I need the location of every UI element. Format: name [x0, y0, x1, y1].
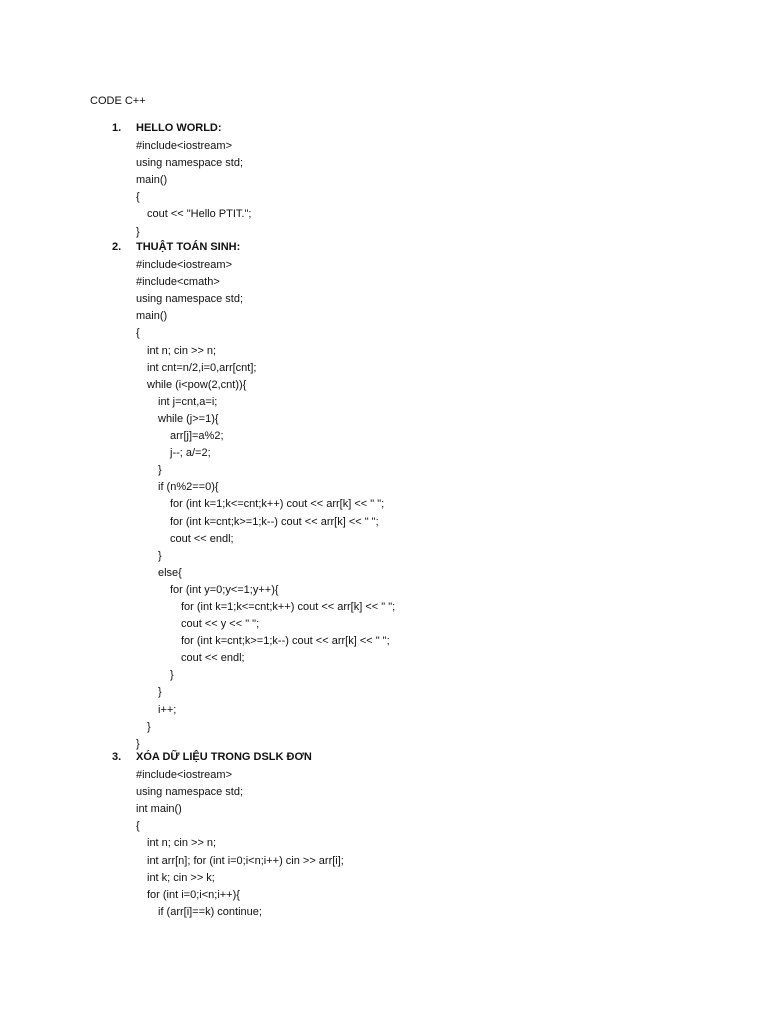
code-line: } [158, 549, 162, 562]
code-line: cout << endl; [170, 532, 234, 545]
code-line: int arr[n]; for (int i=0;i<n;i++) cin >> arr[i]; [147, 854, 344, 867]
code-line: cout << endl; [181, 652, 245, 665]
section-number: 3. [112, 751, 122, 763]
code-line: using namespace std; [136, 293, 244, 306]
code-line: if (n%2==0){ [158, 481, 219, 494]
code-line: i++; [158, 703, 177, 716]
code-line: int cnt=n/2,i=0,arr[cnt]; [147, 361, 257, 374]
code-line: j--; a/=2; [170, 447, 211, 460]
code-line: int k; cin >> k; [147, 871, 215, 884]
code-line: #include<iostream> [136, 769, 233, 782]
code-line: while (i<pow(2,cnt)){ [147, 378, 247, 391]
code-line: } [158, 686, 162, 699]
code-line: for (int k=cnt;k>=1;k--) cout << arr[k] << " "; [170, 515, 379, 528]
code-line: cout << y << " "; [181, 618, 260, 631]
code-line: for (int i=0;i<n;i++){ [147, 888, 240, 901]
code-line: int n; cin >> n; [147, 837, 217, 850]
code-line: while (j>=1){ [158, 412, 219, 425]
section-number: 1. [112, 122, 122, 134]
section-number: 2. [112, 241, 122, 253]
code-line: else{ [158, 566, 182, 579]
code-line: } [170, 669, 174, 682]
section-heading: XÓA DỮ LIỆU TRONG DSLK ĐƠN [136, 751, 312, 763]
code-line: { [136, 191, 140, 204]
code-line: { [136, 820, 140, 833]
code-block [136, 767, 344, 921]
code-line: using namespace std; [136, 157, 244, 170]
code-line: for (int k=cnt;k>=1;k--) cout << arr[k] << " "; [181, 635, 390, 648]
code-line: arr[j]=a%2; [170, 430, 224, 443]
code-line: cout << "Hello PTIT."; [147, 208, 252, 221]
code-block [136, 257, 395, 753]
code-line: for (int k=1;k<=cnt;k++) cout << arr[k] << " "; [181, 600, 396, 613]
code-line: } [158, 464, 162, 477]
section-heading: THUẬT TOÁN SINH: [136, 241, 241, 253]
code-line: #include<iostream> [136, 259, 233, 272]
code-line: main() [136, 310, 168, 323]
code-line: int j=cnt,a=i; [158, 395, 218, 408]
code-line: if (arr[i]==k) continue; [158, 905, 262, 918]
code-line: } [136, 225, 140, 238]
code-line: } [136, 737, 140, 750]
code-line: #include<cmath> [136, 276, 220, 289]
code-line: for (int y=0;y<=1;y++){ [170, 583, 279, 596]
section-heading: HELLO WORLD: [136, 122, 222, 134]
code-line: main() [136, 174, 168, 187]
code-line: int n; cin >> n; [147, 344, 217, 357]
code-block [136, 138, 251, 241]
code-line: #include<iostream> [136, 140, 233, 153]
code-line: } [147, 720, 151, 733]
document-title: CODE C++ [90, 95, 146, 107]
code-line: using namespace std; [136, 786, 244, 799]
code-line: for (int k=1;k<=cnt;k++) cout << arr[k] << " "; [170, 498, 385, 511]
code-line: int main() [136, 803, 182, 816]
code-line: { [136, 327, 140, 340]
